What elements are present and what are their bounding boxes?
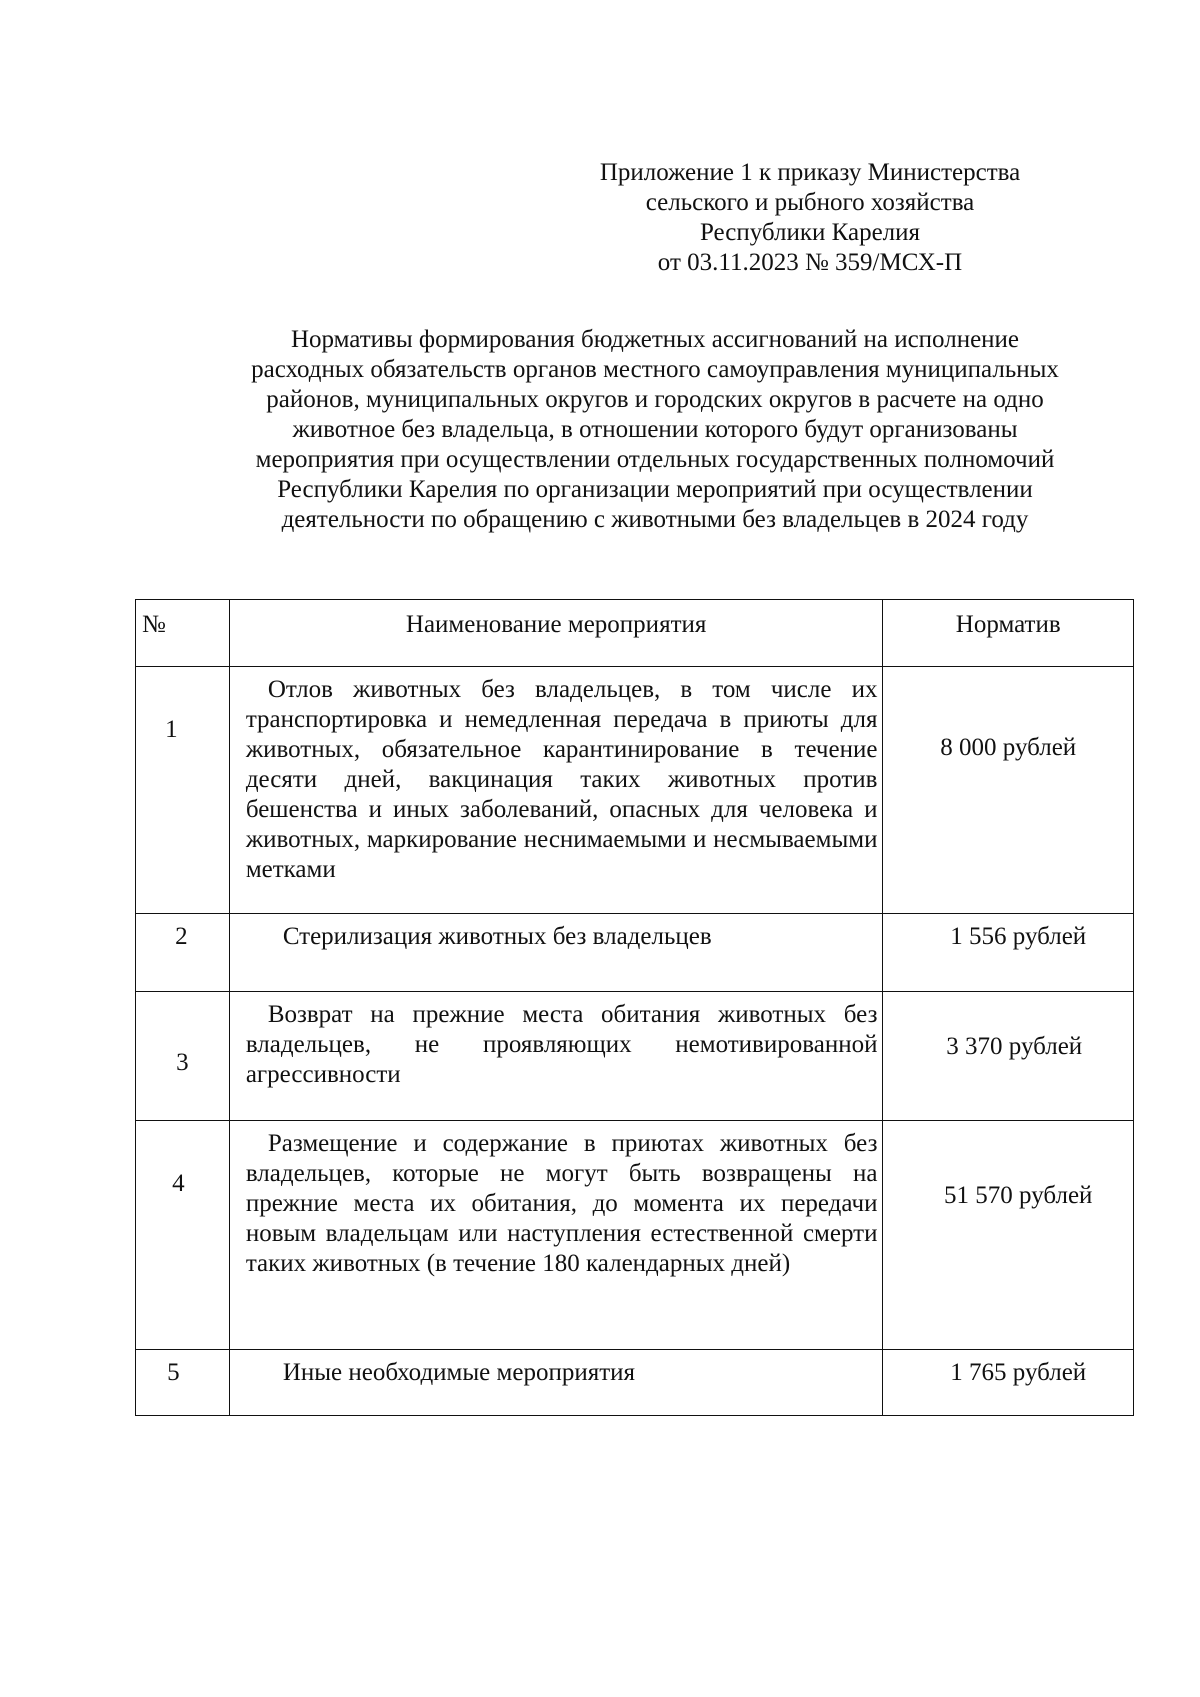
- row-norm-cell: [883, 914, 1134, 992]
- table-row: [136, 914, 1134, 992]
- row-number: 4: [172, 1170, 185, 1197]
- appendix-line: сельского и рыбного хозяйства: [645, 189, 975, 216]
- table-row: [136, 1350, 1134, 1416]
- norms-table: [135, 599, 1134, 1416]
- appendix-line: от 03.11.2023 № 359/МСХ-П: [657, 249, 963, 276]
- row-num-cell: [136, 1350, 230, 1416]
- row-norm: 1 556 рублей: [950, 923, 1087, 950]
- header-cell-norm: [883, 600, 1134, 667]
- row-name: Иные необходимые мероприятия: [282, 1359, 635, 1386]
- header-norm: Норматив: [955, 611, 1061, 638]
- title-line: расходных обязательств органов местного самоуправления муниципальных: [251, 356, 1059, 383]
- row-norm-cell: [883, 667, 1134, 914]
- appendix-line: Республики Карелия: [699, 219, 921, 246]
- row-name-cell: [229, 667, 883, 914]
- row-num-cell: [136, 914, 230, 992]
- row-name-cell: [229, 992, 883, 1121]
- row-norm: 8 000 рублей: [940, 734, 1077, 761]
- title-line: животное без владельца, в отношении которого будут организованы: [292, 416, 1018, 443]
- row-norm: 3 370 рублей: [946, 1033, 1083, 1060]
- title-line: Республики Карелия по организации мероприятий при осуществлении: [277, 476, 1033, 503]
- table-row: [136, 1121, 1134, 1350]
- row-number: 2: [175, 923, 188, 950]
- row-num-cell: [136, 667, 230, 914]
- row-num-cell: [136, 992, 230, 1121]
- row-norm: 51 570 рублей: [944, 1182, 1093, 1209]
- row-name: Размещение и содержание в приютах животных без владельцев, которые не могут быть возвращены на прежние места их обитания, до момента их передачи новым владельцам или наступления естественной смерти таких животных (в течение 180 календарных дней): [245, 1130, 878, 1277]
- table-row: [136, 667, 1134, 914]
- row-norm-cell: [883, 992, 1134, 1121]
- row-name-cell: [229, 1350, 883, 1416]
- row-name: Отлов животных без владельцев, в том числе их транспортировка и немедленная передача в приюты для животных, обязательное карантинирование в течение десяти дней, вакцинация таких животных против бешенства и иных заболеваний, опасных для человека и животных, маркирование неснимаемыми и несмываемыми метками: [245, 676, 878, 883]
- table-header-row: [136, 600, 1134, 667]
- row-name-cell: [229, 914, 883, 992]
- title-line: мероприятия при осуществлении отдельных государственных полномочий: [255, 446, 1055, 473]
- row-norm-cell: [883, 1121, 1134, 1350]
- header-cell-num: [136, 600, 230, 667]
- row-name-cell: [229, 1121, 883, 1350]
- table-row: [136, 992, 1134, 1121]
- row-name: Стерилизация животных без владельцев: [282, 923, 712, 950]
- title-line: деятельности по обращению с животными без владельцев в 2024 году: [281, 506, 1029, 533]
- title-line: Нормативы формирования бюджетных ассигнований на исполнение: [290, 326, 1020, 353]
- row-number: 1: [165, 716, 178, 743]
- row-number: 5: [167, 1359, 180, 1386]
- header-num: №: [142, 611, 166, 638]
- row-number: 3: [176, 1049, 189, 1076]
- row-norm: 1 765 рублей: [950, 1359, 1087, 1386]
- row-num-cell: [136, 1121, 230, 1350]
- row-norm-cell: [883, 1350, 1134, 1416]
- header-cell-name: [229, 600, 883, 667]
- row-name: Возврат на прежние места обитания животных без владельцев, не проявляющих немотивированной агрессивности: [245, 1001, 878, 1088]
- document-title: [140, 325, 1170, 535]
- appendix-reference: [560, 158, 1060, 278]
- header-name: Наименование мероприятия: [405, 611, 707, 638]
- title-line: районов, муниципальных округов и городских округов в расчете на одно: [266, 386, 1044, 413]
- appendix-line: Приложение 1 к приказу Министерства: [599, 159, 1021, 186]
